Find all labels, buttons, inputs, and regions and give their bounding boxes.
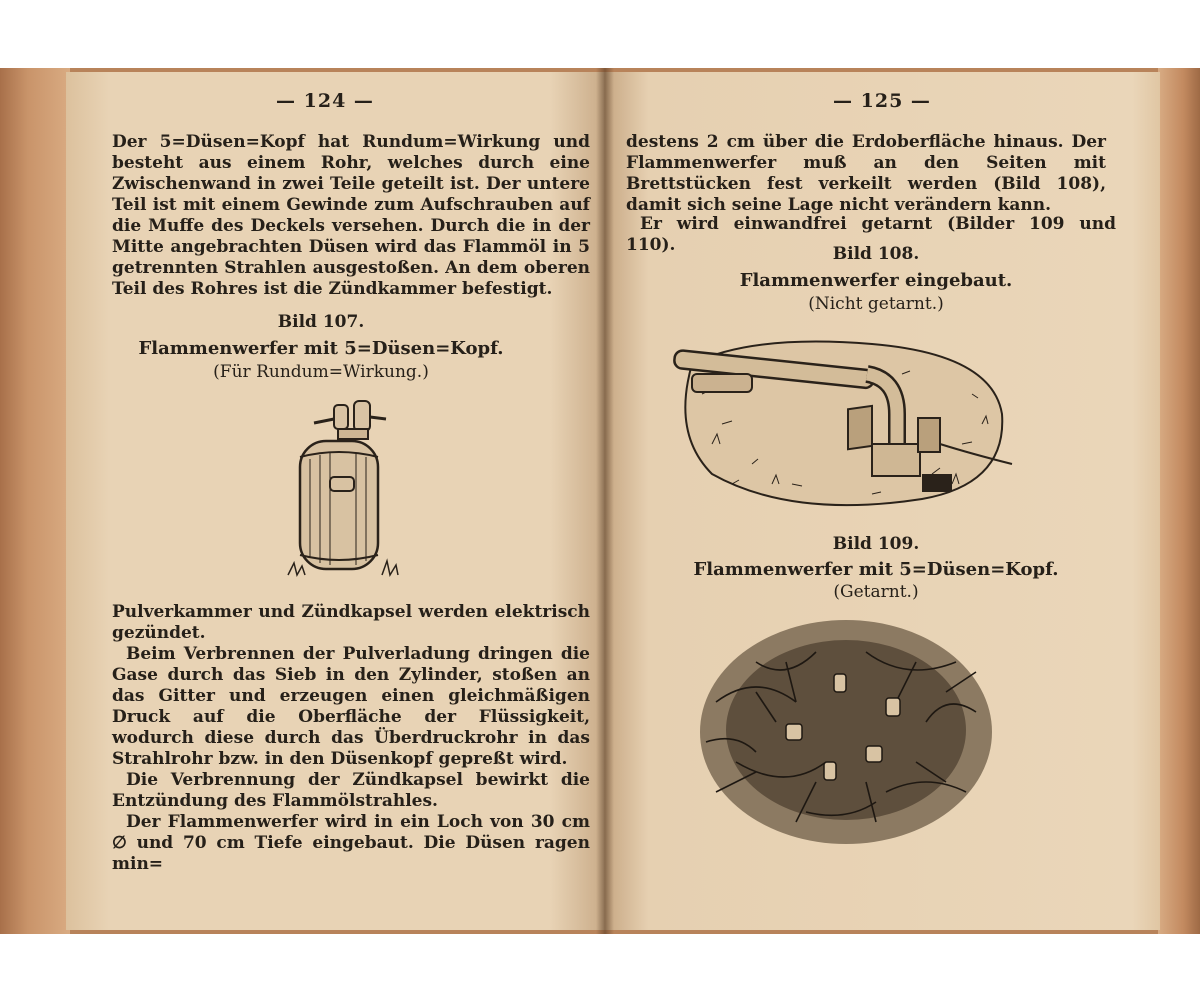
book-edge-right: [1158, 68, 1200, 934]
book-gutter: [596, 68, 614, 934]
figure-108-label: Bild 108.: [832, 244, 920, 264]
figure-107-label: Bild 107.: [277, 312, 365, 332]
page-number-125: — 125 —: [833, 90, 931, 112]
left-page: [66, 72, 604, 930]
camouflaged-flamethrower-illustration: [696, 612, 996, 847]
open-book: [0, 68, 1200, 934]
page-number-124: — 124 —: [276, 90, 374, 112]
figure-108-title: Flammenwerfer eingebaut.: [739, 270, 1013, 291]
paragraph-getarnt: Er wird einwandfrei getarnt (Bilder 109 und 110).: [626, 214, 1116, 255]
installed-flamethrower-illustration: [672, 334, 1022, 514]
figure-108-subtitle: (Nicht getarnt.): [808, 294, 944, 314]
figure-107-title: Flammenwerfer mit 5=Düsen=Kopf.: [138, 338, 504, 359]
figure-109-subtitle: (Getarnt.): [833, 582, 919, 602]
paragraph-verbrennen: Beim Verbrennen der Pulverladung dringen die Gase durch das Sieb in den Zylinder, stoßen an das Gitter und erzeugen einen gleichmäßigen Druck auf die Oberfläche der Flüssigkeit, wodurch diese durch das Überdruckrohr in das Strahlrohr bzw. in den Düsenkopf gepreßt wird.: [112, 644, 590, 769]
figure-109-label: Bild 109.: [832, 534, 920, 554]
paragraph-erdoberflaeche: destens 2 cm über die Erdoberfläche hinaus. Der Flammenwerfer muß an den Seiten mit Brettstücken fest verkeilt werden (Bild 108), damit sich seine Lage nicht verändern kann.: [626, 132, 1106, 215]
paragraph-duesenkopf: Der 5=Düsen=Kopf hat Rundum=Wirkung und besteht aus einem Rohr, welches durch eine Zwischenwand in zwei Teile geteilt ist. Der untere Teil ist mit einem Gewinde zum Aufschrauben auf die Muffe des Deckels versehen. Durch die in der Mitte angebrachten Düsen wird das Flammöl in 5 getrennten Strahlen ausgestoßen. An dem oberen Teil des Rohres ist die Zündkammer befestigt.: [112, 132, 590, 299]
paragraph-pulverkammer: Pulverkammer und Zündkapsel werden elektrisch gezündet.: [112, 602, 590, 643]
flamethrower-illustration: [286, 397, 416, 582]
paragraph-einbau: Der Flammenwerfer wird in ein Loch von 30 cm ∅ und 70 cm Tiefe eingebaut. Die Düsen ragen min=: [112, 812, 590, 874]
paragraph-zuendkapsel: Die Verbrennung der Zündkapsel bewirkt die Entzündung des Flammölstrahles.: [112, 770, 590, 811]
right-page: [604, 72, 1160, 930]
figure-109-title: Flammenwerfer mit 5=Düsen=Kopf.: [693, 559, 1059, 580]
book-edge-left: [0, 68, 70, 934]
figure-107-subtitle: (Für Rundum=Wirkung.): [213, 362, 429, 382]
